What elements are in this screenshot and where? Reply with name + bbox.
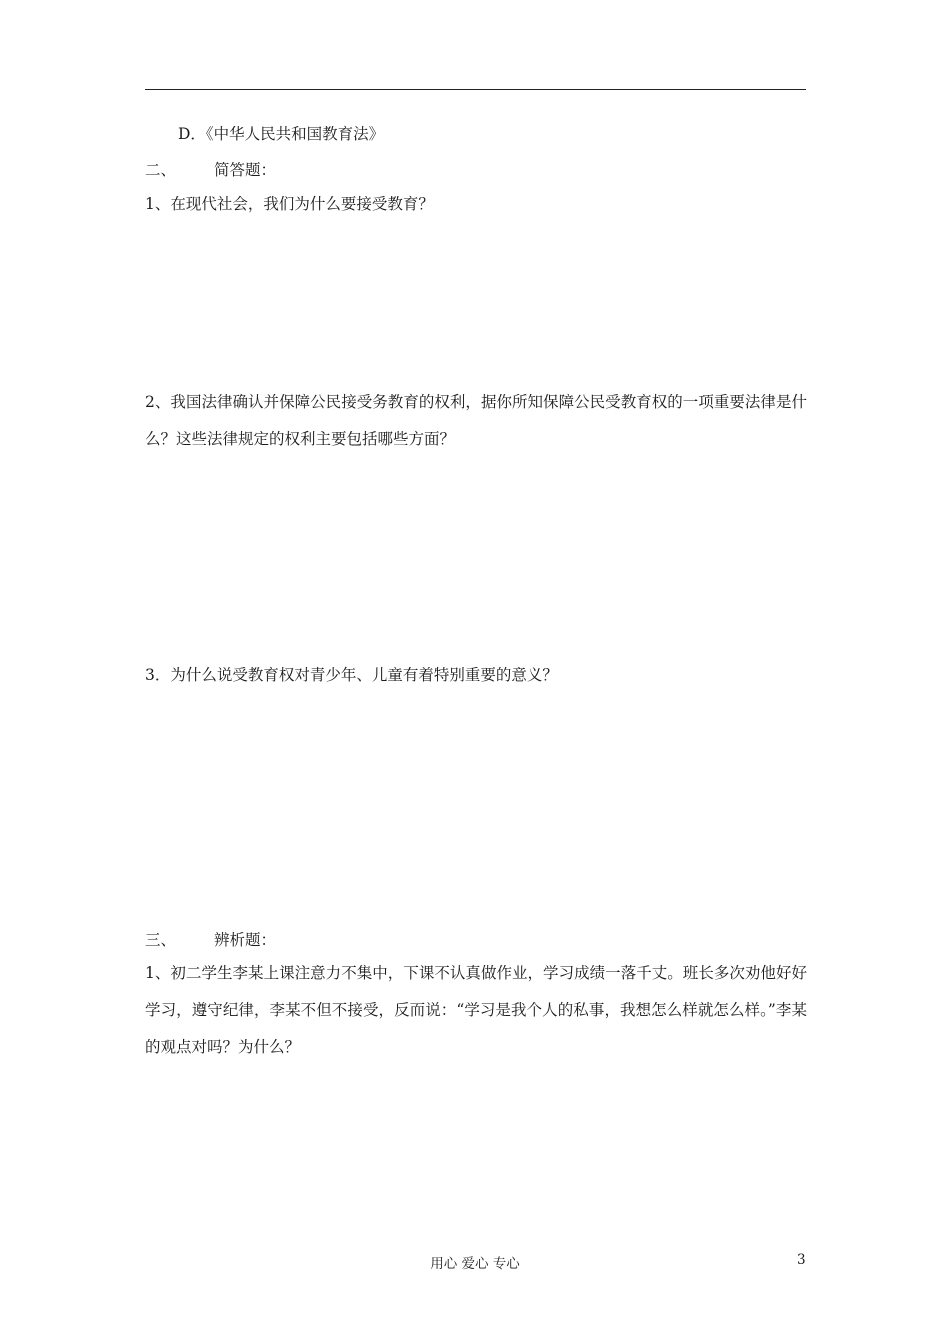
question-1: 1、在现代社会，我们为什么要接受教育？ [145, 195, 434, 213]
section-index: 三、 [145, 931, 177, 949]
section-heading-short-answer [145, 160, 276, 180]
section-index: 二、 [145, 161, 177, 179]
header-rule [145, 89, 806, 90]
section-title: 简答题： [214, 161, 277, 179]
question-3: 3．为什么说受教育权对青少年、儿童有着特别重要的意义？ [145, 666, 558, 684]
option-d: D．《中华人民共和国教育法》 [178, 125, 385, 143]
question-2: 2、我国法律确认并保障公民接受务教育的权利，据你所知保障公民受教育权的一项重要法律是什么？这些法律规定的权利主要包括哪些方面？ [145, 393, 807, 448]
analysis-question-1: 1、初二学生李某上课注意力不集中，下课不认真做作业，学习成绩一落千丈。班长多次劝他好好学习，遵守纪律，李某不但不接受，反而说：“学习是我个人的私事，我想怎么样就怎么样。”李某的观点对吗？为什么？ [145, 964, 807, 1056]
section-heading-analysis [145, 930, 276, 950]
footer-slogan: 用心 爱心 专心 [430, 1256, 520, 1272]
page-number: 3 [797, 1252, 806, 1268]
section-title: 辨析题： [214, 931, 277, 949]
